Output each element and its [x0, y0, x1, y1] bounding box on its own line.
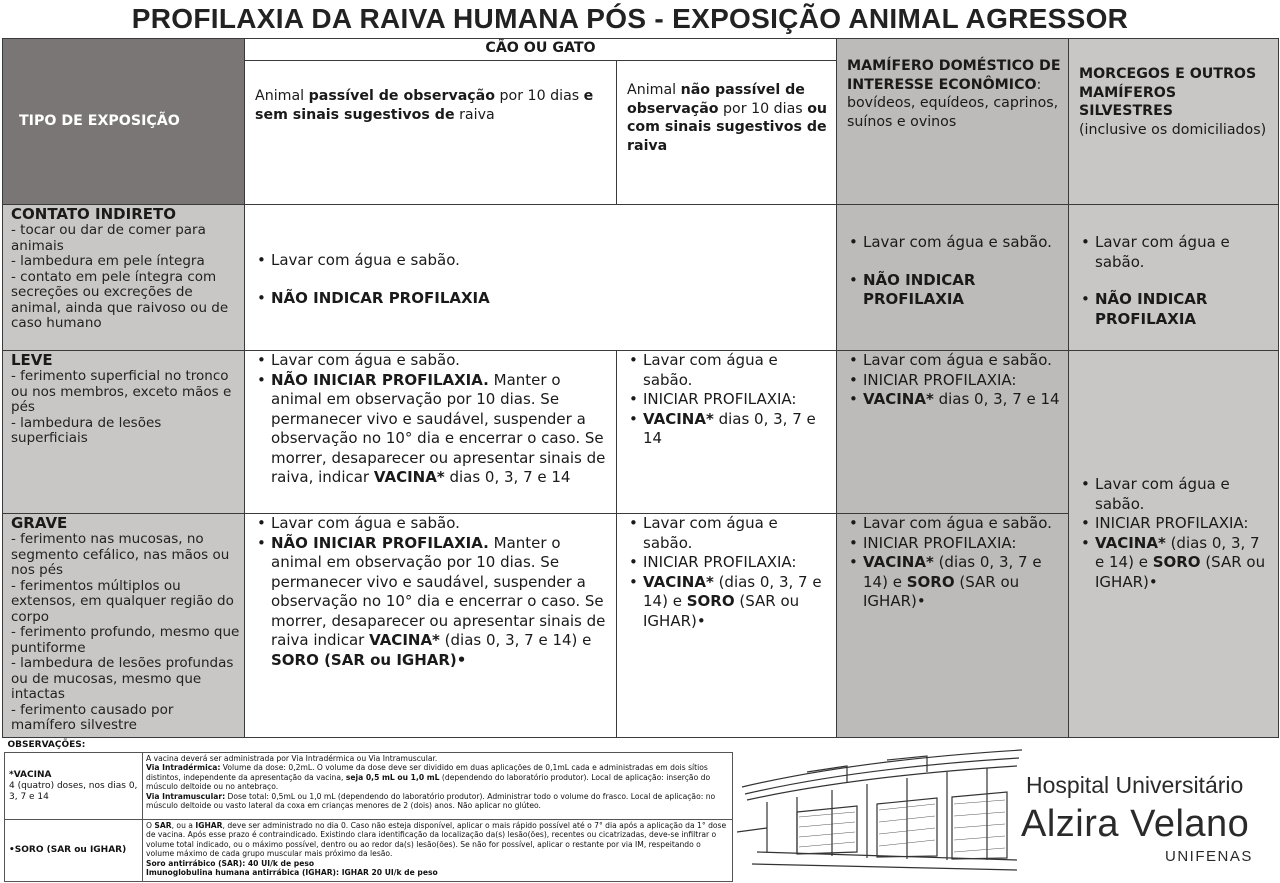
prophylaxis-table — [2, 38, 1279, 738]
row-label-grave: GRAVE - ferimento nas mucosas, no segmento cefálico, nas mãos ou nos pés - ferimentos múltiplos ou extensos, em qualquer região do corpo - ferimento profundo, mesmo que puntiforme - lambedura de lesões profundas ou de mucosas, mesmo que intactas - ferimento causado por mamífero silvestre — [3, 514, 245, 738]
header-tipo-exposicao: TIPO DE EXPOSIÇÃO — [3, 39, 245, 205]
logo-unifenas: UNIFENAS — [1165, 848, 1253, 865]
cell-leve-nao-passivel: • Lavar com água e sabão. • INICIAR PROFILAXIA: • VACINA* dias 0, 3, 7 e 14 — [617, 351, 837, 514]
header-morcegos: MORCEGOS E OUTROS MAMÍFEROS SILVESTRES (inclusive os domiciliados) — [1069, 39, 1279, 205]
row-label-contato-indireto: CONTATO INDIRETO - tocar ou dar de comer para animais - lambedura em pele íntegra - contato em pele íntegra com secreções ou excreções de animal, ainda que raivoso ou de caso humano — [3, 205, 245, 351]
cell-grave-nao-passivel: • Lavar com água e sabão. • INICIAR PROFILAXIA: • VACINA* (dias 0, 3, 7 e 14) e SORO (SAR ou IGHAR)• — [617, 514, 837, 738]
obs-soro-text: O SAR, ou a IGHAR, deve ser administrado no dia 0. Caso não esteja disponível, aplicar o mais rápido possível até o 7° dia após a aplicação da 1° dose de vacina. Após esse prazo é contraindicado. Existindo clara identificação da localização da(s) lesão(ões), recentes ou cicatrizadas, deve-se infiltrar o volume total indicado, ou o máximo possível, dentro ou ao redor da(s) lesão(ões). Se não for possível, aplicar o restante por via IM, respeitando o volume máximo de cada grupo muscular mais próximo da lesão. Soro antirrábico (SAR): 40 UI/k de peso Imunoglobulina humana antirrábica (IGHAR): IGHAR 20 UI/k de peso — [143, 820, 733, 882]
observacoes-heading: OBSERVAÇÕES: — [5, 739, 733, 753]
obs-vacina-label: *VACINA 4 (quatro) doses, nos dias 0, 3, 7 e 14 — [5, 753, 143, 820]
cell-leve-grave-morcegos: • Lavar com água e sabão. • INICIAR PROFILAXIA: • VACINA* (dias 0, 3, 7 e 14) e SORO (SAR ou IGHAR)• — [1069, 351, 1279, 738]
cell-leve-mamifero: • Lavar com água e sabão. • INICIAR PROFILAXIA: • VACINA* dias 0, 3, 7 e 14 — [837, 351, 1069, 514]
cell-indireto-mamifero: • Lavar com água e sabão. • NÃO INDICAR PROFILAXIA — [837, 205, 1069, 351]
header-nao-passivel-observacao: Animal não passível de observação por 10 dias ou com sinais sugestivos de raiva — [617, 61, 837, 205]
cell-grave-mamifero: • Lavar com água e sabão. • INICIAR PROFILAXIA: • VACINA* (dias 0, 3, 7 e 14) e SORO (SAR ou IGHAR)• — [837, 514, 1069, 738]
logo-hospital-universitario: Hospital Universitário — [1026, 772, 1244, 798]
page-title: PROFILAXIA DA RAIVA HUMANA PÓS - EXPOSIÇÃO ANIMAL AGRESSOR — [131, 3, 1129, 34]
header-mamifero-domestico: MAMÍFERO DOMÉSTICO DE INTERESSE ECONÔMICO: bovídeos, equídeos, caprinos, suínos e ovinos — [837, 39, 1069, 205]
cell-indireto-morcegos: • Lavar com água e sabão. • NÃO INDICAR PROFILAXIA — [1069, 205, 1279, 351]
row-label-leve: LEVE - ferimento superficial no tronco ou nos membros, exceto mãos e pés - lambedura de lesões superficiais — [3, 351, 245, 514]
observacoes-table — [4, 739, 733, 882]
header-cao-gato: CÃO OU GATO — [245, 39, 837, 61]
cell-grave-passivel: • Lavar com água e sabão. • NÃO INICIAR PROFILAXIA. Manter o animal em observação por 10 dias. Se permanecer vivo e saudável, suspender a observação no 10° dia e encerrar o caso. Se morrer, desaparecer ou apresentar sinais de raiva indicar VACINA* (dias 0, 3, 7 e 14) e SORO (SAR ou IGHAR)• — [245, 514, 617, 738]
obs-vacina-text: A vacina deverá ser administrada por Via Intradérmica ou Via Intramuscular. Via Intradérmica: Volume da dose: 0,2mL. O volume da dose deve ser dividido em duas aplicações de 0,1mL cada e administradas em dois sítios distintos, independente da apresentação da vacina, seja 0,5 mL ou 1,0 mL (dependendo do laboratório produtor). Local de aplicação: inserção do músculo deltoide ou no antebraço. Via Intramuscular: Dose total: 0,5mL ou 1,0 mL (dependendo do laboratório produtor). Administrar todo o volume do frasco. Local de aplicação: no músculo deltoide ou vasto lateral da coxa em crianças menores de 2 (dois) anos. Não aplicar no glúteo. — [143, 753, 733, 820]
logo-alzira-velano: Alzira Velano — [1021, 803, 1250, 845]
cell-indireto-cao-gato: • Lavar com água e sabão. • NÃO INDICAR PROFILAXIA — [245, 205, 837, 351]
cell-leve-passivel: • Lavar com água e sabão. • NÃO INICIAR PROFILAXIA. Manter o animal em observação por 10 dias. Se permanecer vivo e saudável, suspender a observação no 10° dia e encerrar o caso. Se morrer, desaparecer ou apresentar sinais de raiva, indicar VACINA* dias 0, 3, 7 e 14 — [245, 351, 617, 514]
obs-soro-label: •SORO (SAR ou IGHAR) — [5, 820, 143, 882]
header-passivel-observacao: Animal passível de observação por 10 dias e sem sinais sugestivos de raiva — [245, 61, 617, 205]
